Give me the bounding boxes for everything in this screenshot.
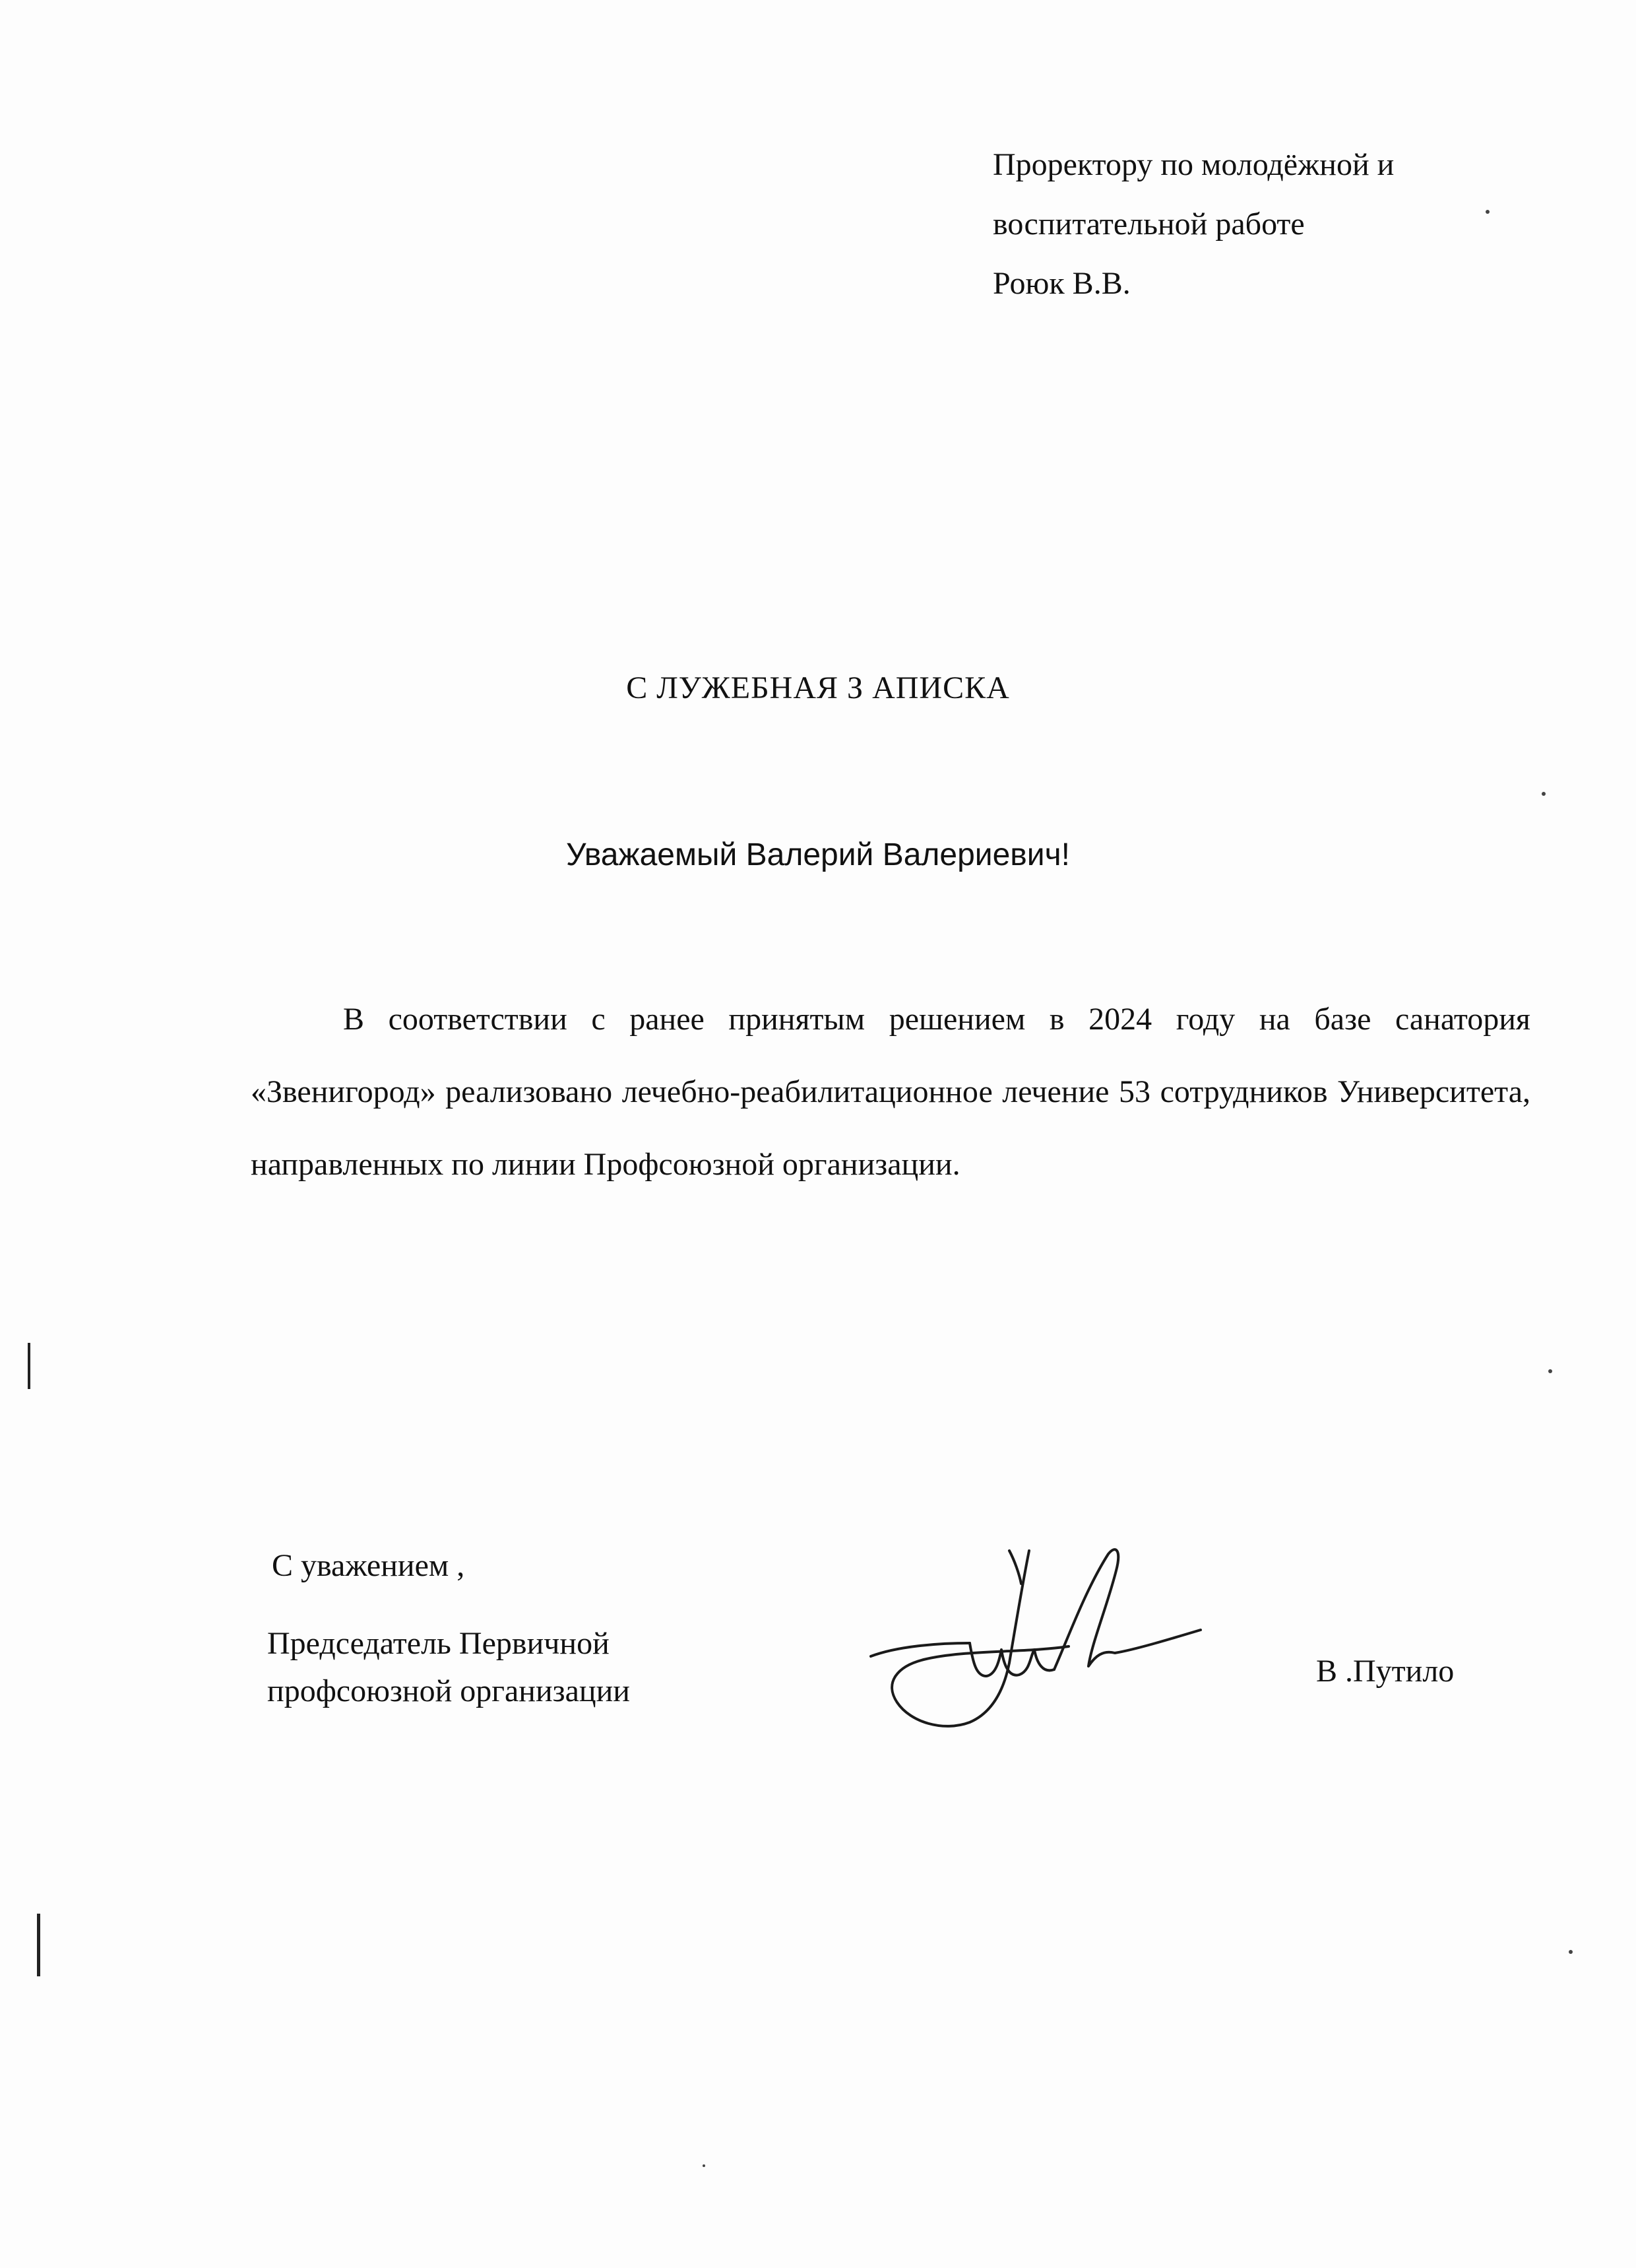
signatory-position-line-1: Председатель Первичной bbox=[267, 1626, 610, 1661]
addressee-line-1: Проректору по молодёжной и bbox=[993, 147, 1395, 182]
scan-margin-mark bbox=[37, 1914, 40, 1976]
scan-speck bbox=[703, 2164, 705, 2167]
addressee-block bbox=[993, 135, 1534, 313]
handwritten-signature bbox=[858, 1524, 1220, 1749]
scan-speck bbox=[1548, 1369, 1552, 1373]
signatory-name: В .Путило bbox=[1316, 1654, 1455, 1689]
scan-speck bbox=[1542, 792, 1546, 796]
salutation: Уважаемый Валерий Валериевич! bbox=[566, 837, 1070, 872]
body-paragraph: В соответствии с ранее принятым решением в 2024 году на базе санатория «Звенигород» реализовано лечебно-реабилитационное лечение 53 сотрудников Университета, направленных по линии Профсоюзной организации. bbox=[251, 1002, 1530, 1182]
document-title: С ЛУЖЕБНАЯ З АПИСКА bbox=[626, 670, 1010, 705]
addressee-line-3: Роюк В.В. bbox=[993, 266, 1131, 301]
scan-speck bbox=[1486, 210, 1490, 214]
signatory-position bbox=[267, 1620, 630, 1715]
scan-margin-mark bbox=[28, 1343, 30, 1389]
closing-phrase: С уважением , bbox=[272, 1548, 465, 1583]
addressee-line-2: воспитательной работе bbox=[993, 207, 1305, 242]
signatory-position-line-2: профсоюзной организации bbox=[267, 1673, 630, 1708]
scan-speck bbox=[1569, 1950, 1573, 1954]
